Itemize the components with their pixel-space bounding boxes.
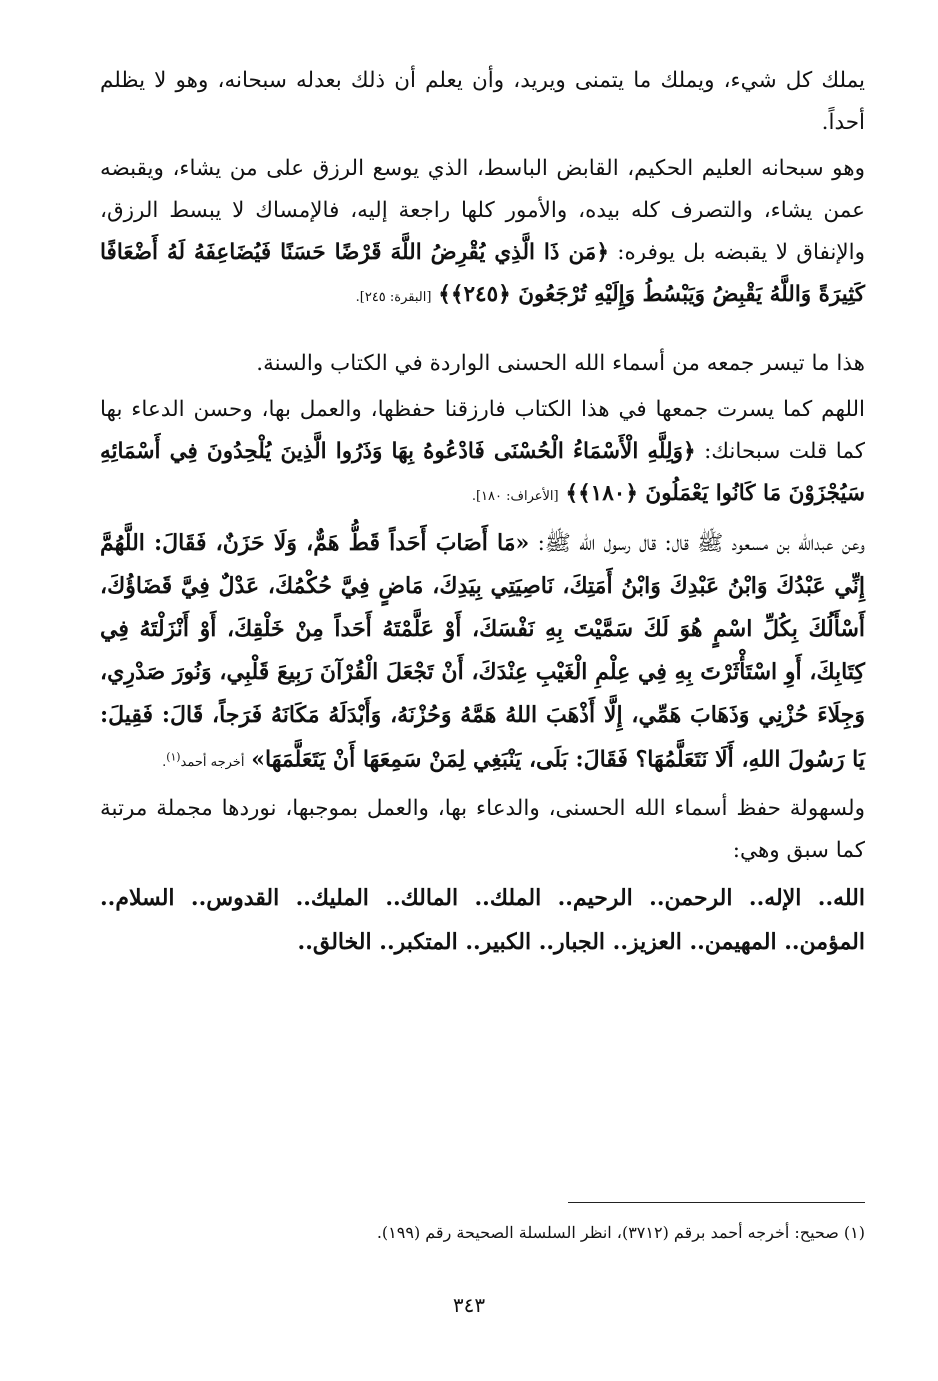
paragraph-dua: [100, 389, 865, 518]
footnote-text: (١) صحيح: أخرجه أحمد برقم (٣٧١٢)، انظر السلسلة الصحيحة رقم (١٩٩).: [376, 1223, 865, 1242]
paragraph-names-intro-text: ولسهولة حفظ أسماء الله الحسنى، والدعاء بها، والعمل بموجبها، نوردها مجملة مرتبة كما سبق وهي:: [100, 796, 865, 864]
page-body: [100, 60, 865, 968]
names-list-text: الله.. الإله.. الرحمن.. الرحيم.. الملك.. المالك.. المليك.. القدوس.. السلام.. المؤمن.. المهيمن.. العزيز.. الجبار.. الكبير.. المتكبر.. الخالق..: [100, 885, 865, 956]
page-number-text: ٣٤٣: [452, 1293, 486, 1317]
hadith-reference-text: أخرجه أحمد: [180, 755, 245, 771]
footnote-marker: (١): [166, 751, 181, 764]
paragraph-dua-text: اللهم كما يسرت جمعها في هذا الكتاب فارزقنا حفظها، والعمل بها، وحسن الدعاء بها كما قلت سبحانك:: [100, 397, 865, 464]
hadith-intro-text: وعن عبدالله بن مسعود ﷺ قال: قال رسول الله ﷺ:: [537, 531, 865, 556]
paragraph-hadith: [100, 522, 865, 784]
quran-reference-araf: [الأعراف: ١٨٠].: [471, 489, 559, 504]
paragraph-intro-text: يملك كل شيء، ويملك ما يتمنى ويريد، وأن يعلم أن ذلك بعدله سبحانه، وهو لا يظلم أحداً.: [100, 68, 865, 135]
paragraph-qabid-text: وهو سبحانه العليم الحكيم، القابض الباسط، الذي يوسع الرزق على من يشاء، ويقبضه عمن يشاء، والتصرف كله بيده، والأمور كلها راجعة إليه، فالإمساك لا يبسط الرزق، والإنفاق لا يقبضه بل يوفره:: [100, 156, 865, 265]
paragraph-names-intro: [100, 788, 865, 872]
paragraph-qabid-basit: [100, 148, 865, 319]
paragraph-summary-text: هذا ما تيسر جمعه من أسماء الله الحسنى الواردة في الكتاب والسنة.: [256, 351, 865, 376]
hadith-reference: أخرجه أحمد$^{(١)}$.: [162, 751, 245, 771]
spacer: [100, 323, 865, 343]
quran-verse-araf: ﴿وَلِلَّهِ الْأَسْمَاءُ الْحُسْنَى فَادْعُوهُ بِهَا وَذَرُوا الَّذِينَ يُلْحِدُونَ فِي أَسْمَائِهِ سَيُجْزَوْنَ مَا كَانُوا يَعْمَلُونَ ﴿١٨٠﴾﴾: [100, 439, 865, 506]
quran-verse-baqarah: ﴿مَن ذَا الَّذِي يُقْرِضُ اللَّهَ قَرْضًا حَسَنًا فَيُضَاعِفَهُ لَهُ أَضْعَافًا كَثِيرَةً وَاللَّهُ يَقْبِضُ وَيَبْسُطُ وَإِلَيْهِ تُرْجَعُونَ ﴿٢٤٥﴾﴾: [100, 240, 865, 307]
hadith-text: «مَا أَصَابَ أَحَداً قَطُّ هَمٌّ، وَلَا حَزَنٌ، فَقَالَ: اللَّهُمَّ إِنِّي عَبْدُكَ وَابْنُ عَبْدِكَ وَابْنُ أَمَتِكَ، نَاصِيَتِي بِيَدِكَ، مَاضٍ فِيَّ حُكْمُكَ، عَدْلٌ فِيَّ قَضَاؤُكَ، أَسْأَلُكَ بِكُلِّ اسْمٍ هُوَ لَكَ سَمَّيْتَ بِهِ نَفْسَكَ، أَوْ عَلَّمْتَهُ أَحَداً مِنْ خَلْقِكَ، أَوْ أَنْزَلْتَهُ فِي كِتَابِكَ، أَوِ اسْتَأْثَرْتَ بِهِ فِي عِلْمِ الْغَيْبِ عِنْدَكَ، أَنْ تَجْعَلَ الْقُرْآنَ رَبِيعَ قَلْبِي، وَنُورَ صَدْرِي، وَجِلَاءَ حُزْنِي وَذَهَابَ هَمِّي، إِلَّا أَذْهَبَ اللهُ هَمَّهُ وَحُزْنَهُ، وَأَبْدَلَهُ مَكَانَهُ فَرَجاً، قَالَ: فَقِيلَ: يَا رَسُولَ اللهِ، أَلَا نَتَعَلَّمُهَا؟ فَقَالَ: بَلَى، يَنْبَغِي لِمَنْ سَمِعَهَا أَنْ يَتَعَلَّمَهَا»: [100, 530, 866, 773]
paragraph-summary: [100, 343, 865, 385]
page-number: [0, 1293, 938, 1317]
footnote-divider: [568, 1202, 865, 1203]
names-list: [100, 876, 865, 964]
paragraph-intro: [100, 60, 865, 144]
quran-reference-baqarah: [البقرة: ٢٤٥].: [355, 290, 432, 305]
footnote: [100, 1220, 865, 1246]
